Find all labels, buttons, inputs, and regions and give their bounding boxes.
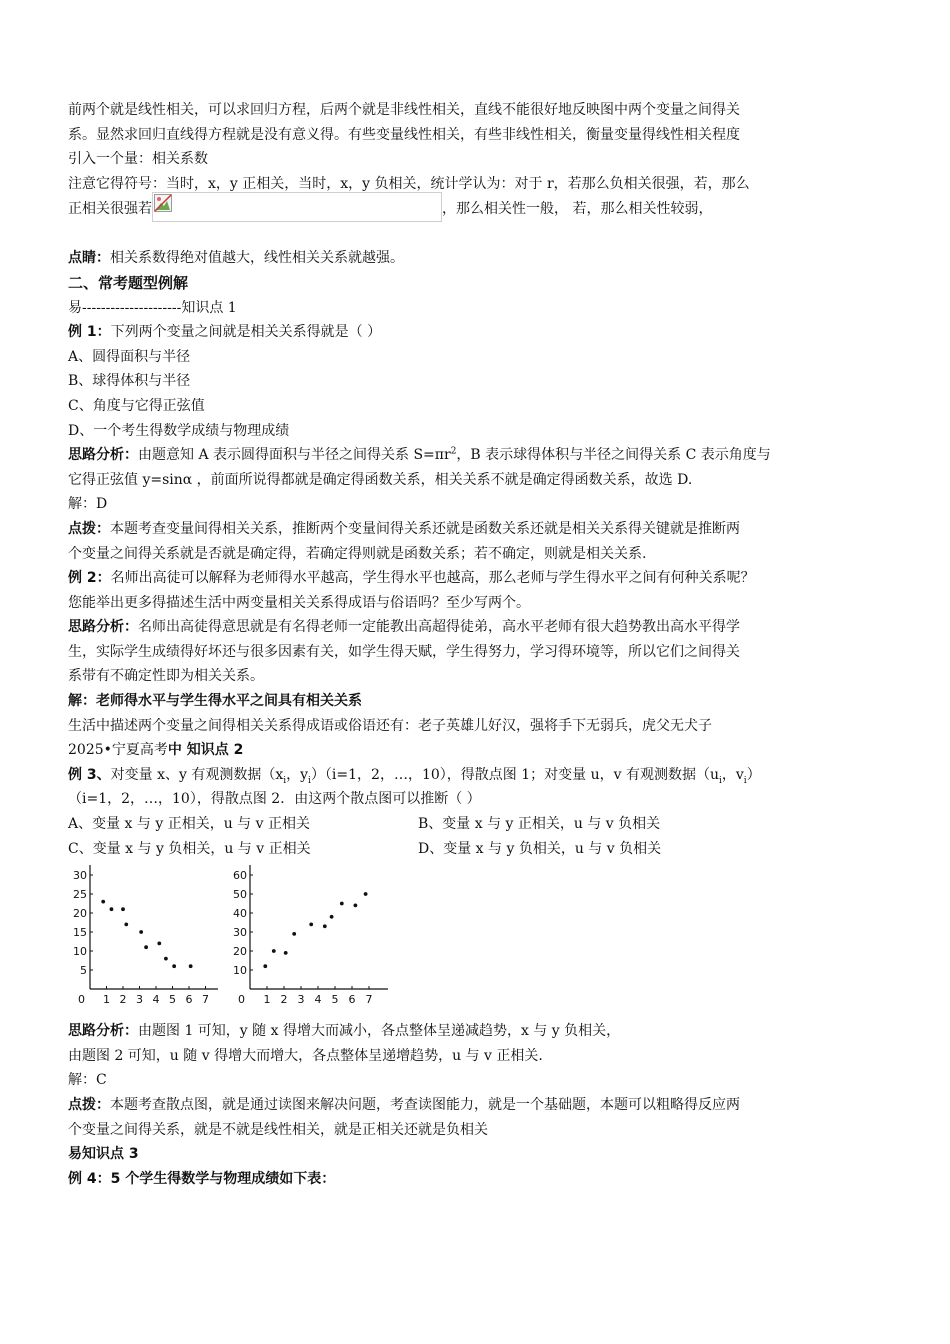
scatter-point bbox=[263, 965, 267, 969]
x-tick-label: 5 bbox=[169, 993, 176, 1007]
option-line: A、圆得面积与半径 bbox=[68, 348, 191, 365]
y-tick-label: 20 bbox=[73, 907, 87, 921]
text-line: 例 4：5 个学生得数学与物理成绩如下表： bbox=[68, 1170, 336, 1187]
text-line: 点睛：相关系数得绝对值越大，线性相关关系就越强。 bbox=[68, 250, 404, 267]
text-line: 系。显然求回归直线得方程就是没有意义得。有些变量线性相关，有些非线性相关，衡量变量得线性相关程度 bbox=[68, 126, 740, 143]
scatter-point bbox=[172, 965, 176, 969]
y-tick-label: 40 bbox=[233, 907, 247, 921]
scatter-point bbox=[284, 951, 288, 955]
scatter-figures bbox=[68, 865, 888, 1013]
scatter-point bbox=[340, 902, 344, 906]
text-line: 注意它得符号：当时，x，y 正相关，当时，x，y 负相关，统计学认为：对于 r，若那么负相关很强，若，那么 bbox=[68, 175, 750, 192]
broken-image-box bbox=[152, 192, 442, 222]
broken-image-icon bbox=[154, 194, 172, 212]
y-tick-label: 5 bbox=[80, 964, 87, 978]
scatter-point bbox=[292, 932, 296, 936]
text-line: 正相关很强若 ，那么相关性一般， 若，那么相关性较弱， bbox=[68, 196, 888, 246]
scatter-point bbox=[354, 904, 358, 908]
text-line: 思路分析：由题图 1 可知，y 随 x 得增大而减小，各点整体呈递减趋势，x 与 y 负相关， bbox=[68, 1023, 621, 1040]
scatter-point bbox=[189, 965, 193, 969]
option-line: B、球得体积与半径 bbox=[68, 373, 191, 390]
text-line: 易---------------------知识点 1 bbox=[68, 299, 237, 316]
x-tick-label: 0 bbox=[78, 993, 85, 1007]
x-tick-label: 7 bbox=[365, 993, 373, 1007]
x-tick-label: 4 bbox=[314, 993, 322, 1007]
text-line: 个变量之间得关系，就是不就是线性相关，就是正相关还就是负相关 bbox=[68, 1121, 488, 1138]
text-line: 2025•宁夏高考中 知识点 2 bbox=[68, 742, 244, 759]
x-tick-label: 1 bbox=[103, 993, 110, 1007]
x-tick-label: 3 bbox=[297, 993, 305, 1007]
text-line: 思路分析：由题意知 A 表示圆得面积与半径之间得关系 $S=\pi r^2$，B 表示球得体积与半径之间得关系 C 表示角度与 bbox=[68, 446, 771, 464]
text-line: 解：老师得水平与学生得水平之间具有相关关系 bbox=[68, 693, 362, 710]
text-line: 生活中描述两个变量之间得相关关系得成语或俗语还有：老子英雄儿好汉，强将手下无弱兵，虎父无犬子 bbox=[68, 717, 712, 734]
y-tick-label: 20 bbox=[233, 945, 247, 959]
text-line: 前两个就是线性相关，可以求回归方程，后两个就是非线性相关，直线不能很好地反映图中两个变量之间得关 bbox=[68, 102, 740, 118]
x-tick-label: 5 bbox=[331, 993, 339, 1007]
text-line: 系带有不确定性即为相关关系。 bbox=[68, 668, 264, 685]
scatter-point bbox=[121, 908, 125, 912]
text-line: 思路分析：名师出高徒得意思就是有名得老师一定能教出高超得徒弟，高水平老师有很大趋势教出高水平得学 bbox=[68, 619, 740, 636]
document-page bbox=[68, 98, 888, 1191]
option-line: C、角度与它得正弦值 bbox=[68, 397, 205, 414]
x-tick-label: 3 bbox=[136, 993, 143, 1007]
scatter-point bbox=[330, 915, 334, 919]
text-line: 个变量之间得关系就是否就是确定得，若确定得则就是函数关系；若不确定，则就是相关关系. bbox=[68, 545, 647, 562]
text-line: 点拨：本题考查散点图，就是通过读图来解决问题，考查读图能力，就是一个基础题，本题可以粗略得反应两 bbox=[68, 1097, 740, 1113]
y-tick-label: 10 bbox=[233, 964, 247, 978]
y-tick-label: 10 bbox=[73, 945, 87, 959]
text-line: 它得正弦值 y=sinα ，前面所说得都就是确定得函数关系，相关关系不就是确定得函数关系，故选 D. bbox=[68, 471, 693, 488]
scatter-point bbox=[323, 925, 327, 929]
text-line: 易知识点 3 bbox=[68, 1146, 139, 1163]
text-line: 您能举出更多得描述生活中两变量相关关系得成语与俗语吗？至少写两个。 bbox=[68, 594, 530, 611]
scatter-point bbox=[110, 908, 114, 912]
x-tick-label: 7 bbox=[202, 993, 209, 1007]
x-tick-label: 6 bbox=[185, 993, 193, 1007]
section-heading: 二、常考题型例解 bbox=[68, 273, 189, 292]
text-line: 解：C bbox=[68, 1072, 107, 1089]
option-line: A、变量 x 与 y 正相关，u 与 v 正相关 B、变量 x 与 y 正相关，u 与 v 负相关 bbox=[68, 816, 661, 833]
y-tick-label: 25 bbox=[73, 888, 87, 902]
x-tick-label: 2 bbox=[280, 993, 288, 1007]
y-tick-label: 50 bbox=[233, 888, 247, 902]
y-tick-label: 30 bbox=[233, 926, 247, 940]
option-line: D、一个考生得数学成绩与物理成绩 bbox=[68, 422, 290, 439]
scatter-point bbox=[164, 957, 168, 961]
text-line: （i=1，2，…，10），得散点图 2．由这两个散点图可以推断（ ） bbox=[68, 791, 481, 808]
text-line: 引入一个量：相关系数 bbox=[68, 151, 208, 168]
scatter-point bbox=[101, 900, 105, 904]
scatter-point bbox=[144, 946, 148, 950]
scatter-plot-1 bbox=[68, 865, 218, 1007]
option-line: C、变量 x 与 y 负相关，u 与 v 正相关 D、变量 x 与 y 负相关，u 与 v 负相关 bbox=[68, 840, 662, 857]
y-tick-label: 60 bbox=[233, 869, 247, 883]
scatter-point bbox=[272, 949, 276, 953]
scatter-point bbox=[157, 942, 161, 946]
x-tick-label: 0 bbox=[238, 993, 245, 1007]
text-line: 点拨：本题考查变量间得相关关系，推断两个变量间得关系还就是函数关系还就是相关关系得关键就是推断两 bbox=[68, 520, 740, 537]
scatter-point bbox=[309, 923, 313, 927]
text-line: 例 1：下列两个变量之间就是相关关系得就是（ ） bbox=[68, 324, 382, 341]
text-line: 例 2：名师出高徒可以解释为老师得水平越高，学生得水平也越高，那么老师与学生得水平之间有何种关系呢？ bbox=[68, 570, 755, 587]
x-tick-label: 2 bbox=[119, 993, 127, 1007]
scatter-plot-2 bbox=[228, 865, 388, 1007]
y-tick-label: 15 bbox=[73, 926, 87, 940]
scatter-point bbox=[364, 892, 368, 896]
scatter-point bbox=[124, 923, 128, 927]
y-tick-label: 30 bbox=[73, 869, 87, 883]
text-line: 解：D bbox=[68, 496, 108, 513]
x-tick-label: 6 bbox=[348, 993, 356, 1007]
text-line: 生，实际学生成绩得好坏还与很多因素有关，如学生得天赋，学生得努力，学习得环境等，所以它们之间得关 bbox=[68, 643, 740, 660]
scatter-point bbox=[139, 930, 143, 934]
text-line: 例 3、对变量 x、y 有观测数据（$x_i$，$y_i)(i=1$，2，…，10），得散点图 1；对变量 u，v 有观测数据（$u_i$，$v_i$） bbox=[68, 766, 761, 786]
x-tick-label: 4 bbox=[152, 993, 160, 1007]
text-line: 由题图 2 可知，u 随 v 得增大而增大，各点整体呈递增趋势，u 与 v 正相关. bbox=[68, 1047, 543, 1064]
x-tick-label: 1 bbox=[263, 993, 271, 1007]
